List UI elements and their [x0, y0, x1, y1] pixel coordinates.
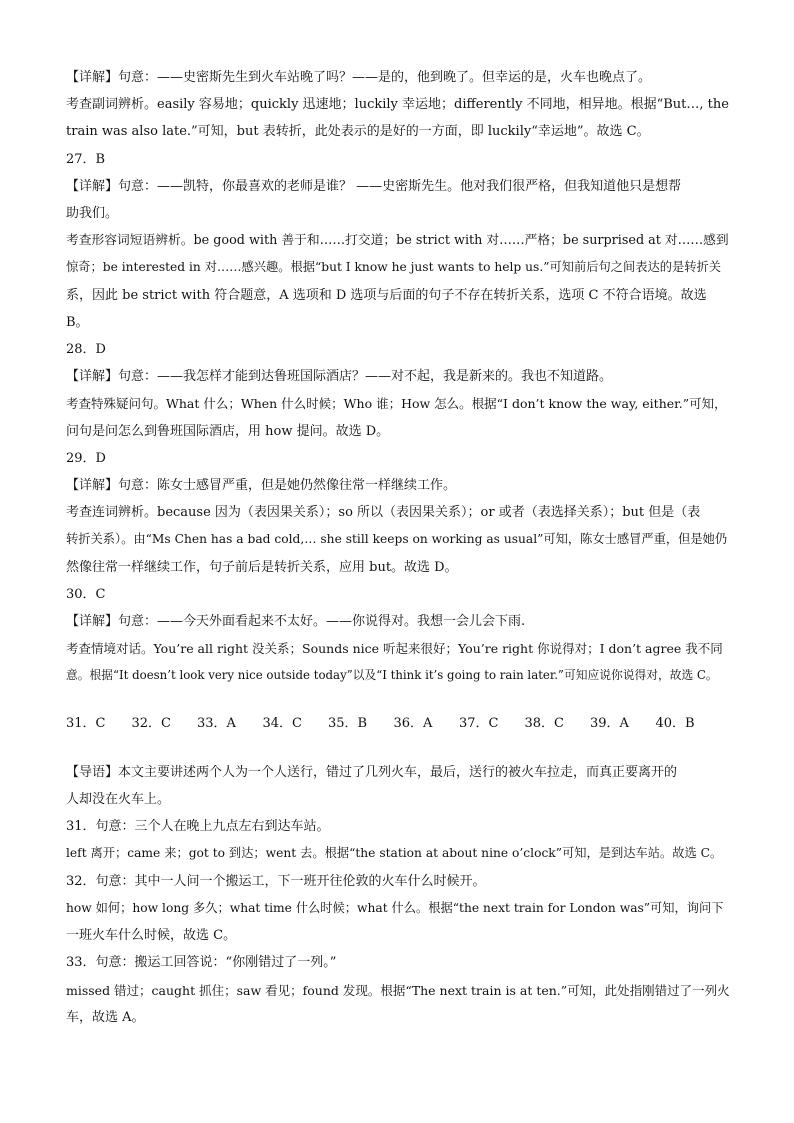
explanations-26-30	[66, 64, 730, 690]
answer-item: 40．B	[655, 715, 695, 731]
answer-item: 37．C	[459, 715, 499, 731]
text-line: B。	[66, 314, 89, 330]
text-line: left 离开；came 来；got to 到达；went 去。根据“the station at about nine o’clock”可知，是到达车站。故选 C。	[66, 846, 723, 861]
text-line: train was also late.”可知，but 表转折，此处表示的是好的一方面，即 luckily“幸运地”。故选 C。	[66, 124, 650, 140]
text-line: 惊奇；be interested in 对……感兴趣。根据“but I know he just wants to help us.”可知前后句之间表达的是转折关	[66, 260, 721, 275]
text-line: 30．C	[66, 586, 106, 602]
text-line: 考查连词辨析。because 因为（表因果关系）；so 所以（表因果关系）；or 或者（表选择关系）；but 但是（表	[66, 505, 701, 521]
document-page	[66, 64, 730, 1031]
text-line: 一班火车什么时候，故选 C。	[66, 928, 237, 944]
answer-item: 31．C	[66, 715, 106, 731]
text-line: 问句是问怎么到鲁班国际酒店，用 how 提问。故选 D。	[66, 423, 390, 439]
text-line: 车，故选 A。	[66, 1009, 145, 1025]
answer-item: 39．A	[590, 715, 629, 731]
text-line: 考查特殊疑问句。What 什么；When 什么时候；Who 谁；How 怎么。根据“I don’t know the way, either.”可知，	[66, 396, 727, 412]
answer-item: 35．B	[328, 715, 368, 731]
spacer	[66, 737, 730, 759]
text-line: 【详解】句意：——今天外面看起来不太好。——你说得对。我想一会儿会下雨.	[66, 614, 526, 630]
text-line: 32．句意：其中一人问一个搬运工，下一班开往伦敦的火车什么时候开。	[66, 873, 486, 889]
text-line: how 如何；how long 多久；what time 什么时候；what 什么。根据“the next train for London was”可知，询问下	[66, 900, 724, 915]
answer-item: 33．A	[197, 715, 236, 731]
text-line: 意。根据“It doesn’t look very nice outside today”以及“I think it’s going to rain later.”可知应说你说得对，故选 C。	[66, 668, 718, 683]
text-line: 考查情境对话。You’re all right 没关系；Sounds nice 听起来很好；You’re right 你说得对；I don’t agree 我不同	[66, 641, 723, 657]
answer-item: 32．C	[131, 715, 171, 731]
text-line: 助我们。	[66, 206, 119, 222]
spacer	[66, 690, 730, 710]
text-line: 【详解】句意：——史密斯先生到火车站晚了吗？——是的，他到晚了。但幸运的是，火车也晚点了。	[66, 70, 652, 85]
explanations-31-33	[66, 759, 730, 1031]
answer-key-31-40	[66, 710, 730, 737]
answer-item: 38．C	[524, 715, 564, 731]
text-line: 【导语】本文主要讲述两个人为一个人送行，错过了几列火车，最后，送行的被火车拉走，而真正要离开的	[66, 764, 678, 780]
text-line: 【详解】句意：——我怎样才能到达鲁班国际酒店？——对不起，我是新来的。我也不知道路。	[66, 369, 613, 385]
text-line: 考查副词辨析。easily 容易地；quickly 迅速地；luckily 幸运地；differently 不同地，相异地。根据“But…, the	[66, 97, 729, 113]
text-line: 转折关系）。由“Ms Chen has a bad cold,… she still keeps on working as usual”可知，陈女士感冒严重，但是她仍	[66, 532, 728, 547]
text-line: missed 错过；caught 抓住；saw 看见；found 发现。根据“The next train is at ten.”可知，此处指刚错过了一列火	[66, 982, 730, 998]
text-line: 【详解】句意：陈女士感冒严重，但是她仍然像往常一样继续工作。	[66, 478, 457, 494]
text-line: 27．B	[66, 151, 106, 167]
text-line: 【详解】句意：——凯特，你最喜欢的老师是谁？ ——史密斯先生。他对我们很严格，但我知道他只是想帮	[66, 178, 682, 194]
text-line: 28．D	[66, 342, 106, 358]
text-line: 人却没在火车上。	[66, 792, 171, 808]
text-line: 系，因此 be strict with 符合题意，A 选项和 D 选项与后面的句子不存在转折关系，选项 C 不符合语境。故选	[66, 287, 707, 303]
text-line: 然像往常一样继续工作，句子前后是转折关系，应用 but。故选 D。	[66, 559, 458, 575]
text-line: 29．D	[66, 450, 106, 466]
text-line: 33．句意：搬运工回答说：“你刚错过了一列。”	[66, 955, 337, 971]
text-line: 31．句意：三个人在晚上九点左右到达车站。	[66, 819, 330, 835]
answer-item: 36．A	[393, 715, 433, 731]
answer-item: 34．C	[262, 715, 302, 731]
text-line: 考查形容词短语辨析。be good with 善于和……打交道；be strict with 对……严格；be surprised at 对……感到	[66, 233, 729, 249]
